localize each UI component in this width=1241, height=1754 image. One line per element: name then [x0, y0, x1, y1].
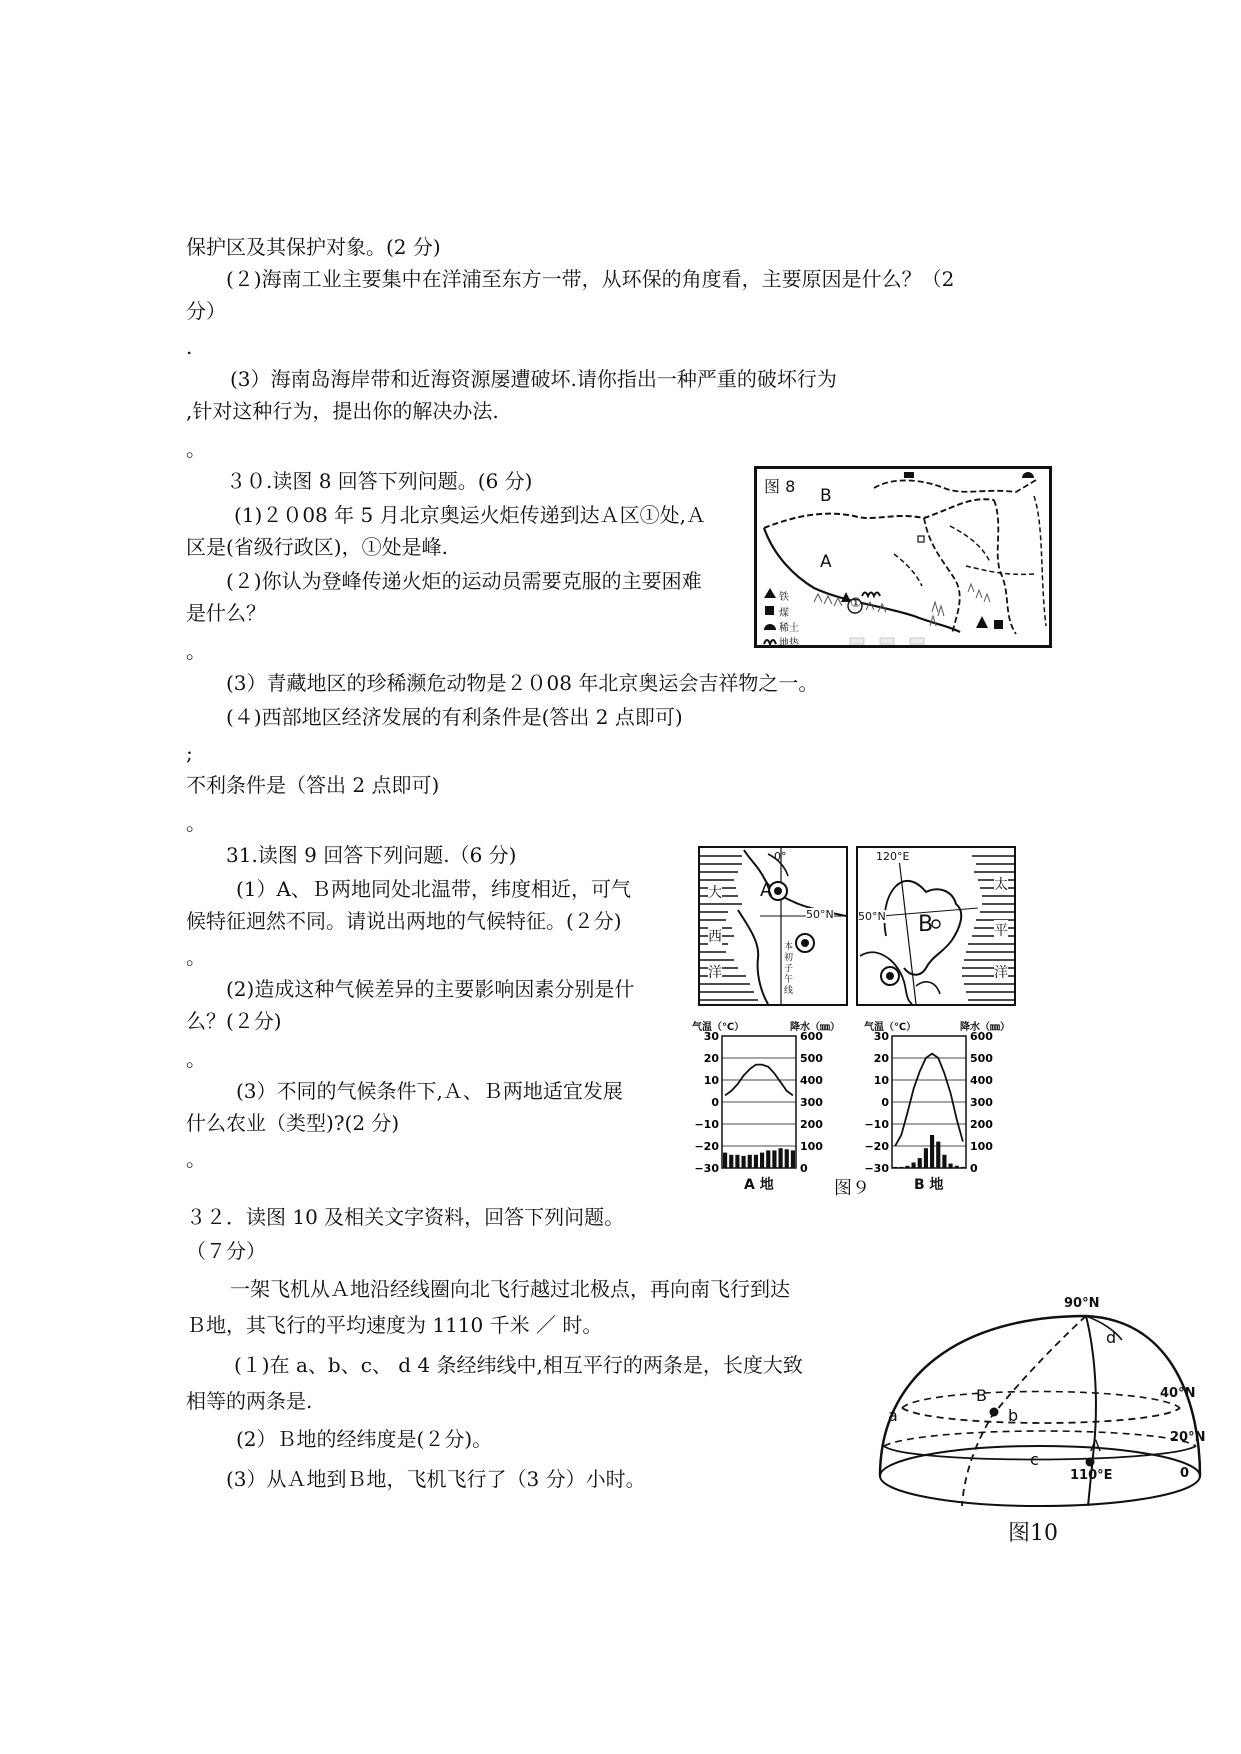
legend-geothermal: 地热 [779, 638, 799, 649]
figure-9 [688, 846, 1024, 1198]
temp-tick-label: 0 [711, 1096, 719, 1109]
text-line: 。 [186, 1147, 206, 1171]
precip-bar [949, 1164, 953, 1168]
point-a-label: A [1090, 1436, 1101, 1455]
text-line: 么？(２分) [186, 1009, 282, 1033]
climate-charts [688, 1018, 1024, 1198]
text-line: 。 [186, 1047, 206, 1071]
text-line: 什么农业（类型)?(2 分) [186, 1111, 400, 1135]
question-31: 31.读图 9 回答下列问题.（6 分) [226, 843, 517, 867]
temp-tick-label: −10 [694, 1118, 719, 1131]
precip-tick-label: 600 [800, 1030, 823, 1043]
precip-bar [754, 1155, 758, 1168]
text-line: 分） [186, 299, 226, 323]
precip-bar [918, 1158, 922, 1168]
question-30: ３０.读图 8 回答下列问题。(6 分) [226, 469, 533, 493]
map-a-lat-label: 50°N [806, 908, 834, 921]
legend-iron: 铁 [779, 592, 789, 603]
ocean-char: 平 [994, 920, 1008, 940]
map-b-lat-label: 50°N [858, 910, 886, 923]
temp-tick-label: 20 [873, 1052, 889, 1065]
precip-bar [729, 1155, 733, 1168]
question-32: ３２．读图 10 及相关文字资料，回答下列问题。 [186, 1205, 625, 1229]
precip-bar [772, 1150, 776, 1168]
temp-tick-label: 30 [703, 1030, 719, 1043]
lat-40n-label: 40°N [1160, 1386, 1196, 1401]
chart-a-caption: A 地 [744, 1177, 774, 1193]
precip-bar [760, 1153, 764, 1168]
precip-bar [785, 1149, 789, 1168]
precip-bar [766, 1150, 770, 1168]
precip-tick-label: 300 [800, 1096, 823, 1109]
text-line: (2)造成这种气候差异的主要影响因素分别是什 [226, 977, 635, 1001]
precip-bar [893, 1167, 897, 1168]
ocean-char: 洋 [994, 962, 1008, 982]
climate-chart-area [688, 1018, 1024, 1198]
text-line: (3）不同的气候条件下,Ａ、Ｂ两地适宜发展 [236, 1079, 623, 1103]
line-c-label: c [1030, 1450, 1039, 1469]
text-line: （７分） [186, 1239, 266, 1263]
map-a-lon-label: 0° [774, 850, 787, 863]
chart-b-precip-header: 降水（㎜） [960, 1022, 1010, 1033]
precip-bar [924, 1148, 928, 1168]
line-a-label: a [888, 1406, 898, 1425]
text-line: Ｂ地，其飞行的平均速度为 1110 千米 ／ 时。 [186, 1313, 603, 1337]
text-line: (４)西部地区经济发展的有利条件是(答出 2 点即可) [226, 705, 683, 729]
ocean-char: 洋 [708, 962, 722, 982]
precip-bar [912, 1163, 916, 1169]
text-line: (3）从Ａ地到Ｂ地，飞机飞行了（3 分）小时。 [226, 1467, 646, 1491]
temp-tick-label: 10 [703, 1074, 719, 1087]
point-b-label: B [918, 912, 934, 937]
chart-a-precip-header: 降水（㎜） [790, 1022, 840, 1033]
text-line: (1）A、Ｂ两地同处北温带，纬度相近，可气 [236, 877, 631, 901]
precip-bar [779, 1148, 783, 1168]
line-b-label: b [1008, 1406, 1019, 1425]
legend-rare-earth: 稀土 [779, 623, 799, 634]
region-a-label: A [820, 552, 832, 572]
text-line: 不利条件是（答出 2 点即可) [186, 773, 440, 797]
text-line: (1)２０08 年 5 月北京奥运火炬传递到达Ａ区①处,Ａ [234, 503, 706, 527]
figure-8-title: 图 8 [764, 477, 796, 496]
text-line: ; [186, 741, 193, 765]
precip-bar [936, 1142, 940, 1168]
point-b-label: B [976, 1386, 987, 1405]
figure-9-title: 图９ [834, 1178, 870, 1199]
precip-bar [942, 1155, 946, 1168]
precip-bar [955, 1166, 959, 1168]
text-line: ,针对这种行为，提出你的解决办法. [186, 399, 499, 423]
temp-tick-label: 10 [873, 1074, 889, 1087]
text-line: (3）海南岛海岸带和近海资源屡遭破坏.请你指出一种严重的破坏行为 [230, 367, 837, 391]
text-line: 。 [186, 639, 206, 663]
precip-bar [742, 1156, 746, 1168]
precip-tick-label: 400 [970, 1074, 993, 1087]
text-line: 。 [186, 437, 206, 461]
text-line: 候特征迥然不同。请说出两地的气候特征。(２分) [186, 909, 622, 933]
precip-tick-label: 600 [970, 1030, 993, 1043]
precip-tick-label: 400 [800, 1074, 823, 1087]
precip-tick-label: 100 [970, 1140, 993, 1153]
temp-tick-label: −10 [864, 1118, 889, 1131]
temp-tick-label: −30 [864, 1162, 889, 1175]
precip-bar [930, 1135, 934, 1168]
point-a-label: A [760, 880, 773, 901]
temp-tick-label: 20 [703, 1052, 719, 1065]
lat-20n-label: 20°N [1170, 1430, 1206, 1445]
text-line: 。 [186, 811, 206, 835]
text-line: (２)你认为登峰传递火炬的运动员需要克服的主要困难 [226, 569, 702, 593]
legend-coal: 煤 [779, 608, 789, 619]
text-line: (2）Ｂ地的经纬度是(２分)。 [236, 1427, 493, 1451]
precip-tick-label: 500 [800, 1052, 823, 1065]
text-line: (3）青藏地区的珍稀濒危动物是２０08 年北京奥运会吉祥物之一。 [226, 671, 819, 695]
precip-tick-label: 100 [800, 1140, 823, 1153]
text-line: (２)海南工业主要集中在洋浦至东方一带，从环保的角度看，主要原因是什么？（2 [226, 267, 955, 291]
temp-tick-label: 0 [881, 1096, 889, 1109]
temp-tick-label: −20 [864, 1140, 889, 1153]
lon-110e-label: 110°E [1070, 1468, 1113, 1483]
precip-bar [899, 1167, 903, 1168]
precip-bar [791, 1150, 795, 1168]
line-d-label: d [1106, 1328, 1117, 1347]
ocean-char: 大 [708, 882, 722, 902]
text-line: 是什么？ [186, 601, 266, 625]
region-b-label: B [820, 486, 832, 506]
precip-bar [961, 1167, 965, 1168]
figure-8-map [754, 466, 1052, 648]
text-line: (１)在 a、b、c、 d 4 条经纬线中,相互平行的两条是，长度大致 [234, 1353, 803, 1377]
ocean-char: 西 [708, 926, 722, 946]
precip-tick-label: 500 [970, 1052, 993, 1065]
map-b-lon-label: 120°E [876, 850, 910, 863]
text-line: 相等的两条是. [186, 1389, 313, 1413]
figure-10-title: 图10 [1008, 1521, 1058, 1546]
precip-bar [905, 1166, 909, 1168]
precip-bar [735, 1155, 739, 1168]
chart-b-temp-header: 气温（℃） [864, 1022, 917, 1033]
precip-bar [748, 1155, 752, 1168]
precip-tick-label: 200 [970, 1118, 993, 1131]
prime-meridian-label: 本初子午线 [784, 942, 794, 996]
temp-tick-label: −30 [694, 1162, 719, 1175]
text-line: 保护区及其保护对象。(2 分) [186, 235, 441, 259]
precip-tick-label: 0 [800, 1162, 808, 1175]
chart-b-caption: B 地 [914, 1177, 944, 1193]
text-line: 。 [186, 945, 206, 969]
text-line: . [186, 335, 193, 359]
temp-tick-label: −20 [694, 1140, 719, 1153]
map-b [856, 846, 1016, 1006]
temp-tick-label: 30 [873, 1030, 889, 1043]
figure-10-hemisphere [864, 1296, 1214, 1548]
ocean-char: 太 [994, 874, 1008, 894]
chart-a-temp-header: 气温（℃） [692, 1022, 745, 1033]
marker-1-label: ① [850, 596, 862, 611]
precip-tick-label: 200 [800, 1118, 823, 1131]
text-line: 区是(省级行政区)，①处是峰. [186, 535, 448, 559]
precip-tick-label: 0 [970, 1162, 978, 1175]
lat-0-label: 0 [1180, 1466, 1190, 1481]
precip-bar [723, 1153, 727, 1168]
lat-90n-label: 90°N [1064, 1296, 1100, 1311]
precip-tick-label: 300 [970, 1096, 993, 1109]
map-a [698, 846, 848, 1006]
text-line: 一架飞机从Ａ地沿经线圈向北飞行越过北极点，再向南飞行到达 [230, 1277, 790, 1301]
